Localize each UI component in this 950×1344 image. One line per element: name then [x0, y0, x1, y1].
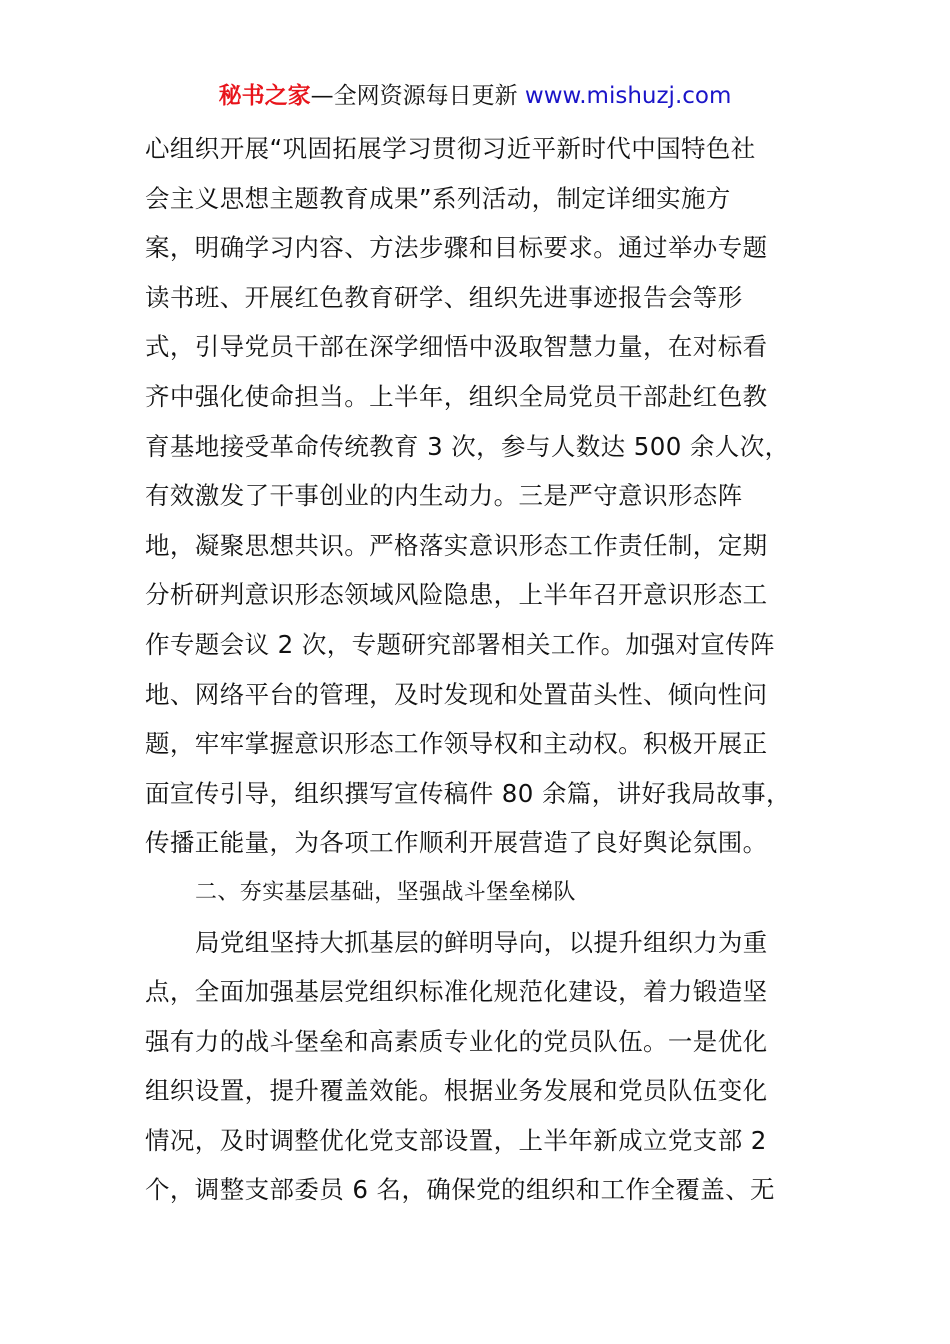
paragraph-first-line: 局党组坚持大抓基层的鲜明导向，以提升组织力为重: [195, 927, 768, 957]
text-line: 心组织开展“巩固拓展学习贯彻习近平新时代中国特色社: [145, 134, 756, 163]
text-line: 传播正能量，为各项工作顺利开展营造了良好舆论氛围。: [145, 828, 768, 858]
text-line: 强有力的战斗堡垒和高素质专业化的党员队伍。一是优化: [145, 1026, 768, 1056]
text-line: 式，引导党员干部在深学细悟中汲取智慧力量，在对标看: [145, 332, 768, 362]
text-line: 地，凝聚思想共识。严格落实意识形态工作责任制，定期: [145, 530, 768, 560]
text-line: 题，牢牢掌握意识形态工作领导权和主动权。积极开展正: [145, 729, 768, 759]
text-line: 个，调整支部委员 6 名，确保党的组织和工作全覆盖、无: [145, 1175, 775, 1205]
text-line: 地、网络平台的管理，及时发现和处置苗头性、倾向性问: [145, 679, 768, 709]
text-line: 分析研判意识形态领域风险隐患，上半年召开意识形态工: [145, 580, 768, 610]
text-line: 齐中强化使命担当。上半年，组织全局党员干部赴红色教: [145, 381, 768, 411]
text-line: 有效激发了干事创业的内生动力。三是严守意识形态阵: [145, 481, 743, 511]
text-line: 育基地接受革命传统教育 3 次，参与人数达 500 余人次，: [145, 431, 790, 461]
text-line: 会主义思想主题教育成果”系列活动，制定详细实施方: [145, 183, 731, 213]
text-line: 面宣传引导，组织撰写宣传稿件 80 余篇，讲好我局故事，: [145, 778, 791, 808]
text-line: 情况，及时调整优化党支部设置，上半年新成立党支部 2: [145, 1125, 767, 1155]
document-body: [145, 124, 810, 1215]
text-line: 案，明确学习内容、方法步骤和目标要求。通过举办专题: [145, 233, 768, 263]
tagline: —全网资源每日更新: [310, 83, 518, 109]
brand-name: 秘书之家: [218, 83, 311, 109]
text-line: 点，全面加强基层党组织标准化规范化建设，着力锻造坚: [145, 977, 768, 1007]
section-heading: 二、夯实基层基础，坚强战斗堡垒梯队: [195, 879, 576, 905]
site-url[interactable]: www.mishuzj.com: [524, 83, 732, 109]
text-line: 作专题会议 2 次，专题研究部署相关工作。加强对宣传阵: [145, 629, 775, 659]
text-line: 读书班、开展红色教育研学、组织先进事迹报告会等形: [145, 282, 743, 312]
text-line: 组织设置，提升覆盖效能。根据业务发展和党员队伍变化: [145, 1076, 768, 1106]
site-header: [0, 80, 950, 112]
